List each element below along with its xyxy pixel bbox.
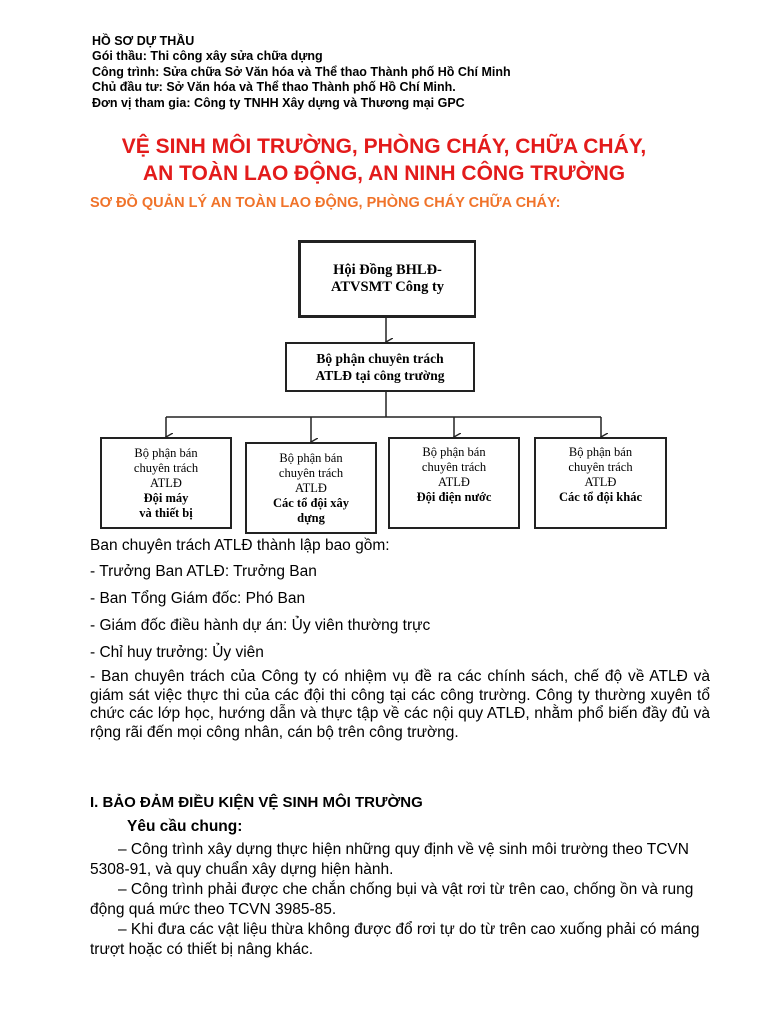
main-title-line2: AN TOÀN LAO ĐỘNG, AN NINH CÔNG TRƯỜNG: [142, 162, 626, 185]
org-box-line: ATLĐ: [150, 475, 182, 490]
member-item: - Ban Tổng Giám đốc: Phó Ban: [90, 590, 306, 607]
org-box-machinery-team: [100, 437, 232, 529]
org-box-line: Các tổ đội xây: [272, 495, 350, 510]
main-title-line1: VỆ SINH MÔI TRƯỜNG, PHÒNG CHÁY, CHỮA CHÁY,: [121, 135, 647, 158]
diagram-title: SƠ ĐỒ QUẢN LÝ AN TOÀN LAO ĐỘNG, PHÒNG CHÁY CHỮA CHÁY:: [90, 195, 561, 211]
section-subheading: Yêu cầu chung:: [127, 818, 243, 835]
org-box-line: chuyên trách: [421, 460, 487, 474]
org-box-line: Đội điện nước: [416, 490, 492, 504]
body-paragraph: - Ban chuyên trách của Công ty có nhiệm vụ đề ra các chính sách, chế độ về ATLĐ và giám sát việc thực thi của các đội thi công tại các công trường. Công ty thường xuyên tổ chức các lớp học, hướng dẫn và thực tập về các nội quy ATLĐ, nhằm phổ biến đầy đủ và rộng rãi đến mọi công nhân, cán bộ trên công trường.: [90, 668, 710, 741]
org-box-line: ATLĐ: [295, 480, 327, 495]
requirement-item: – Khi đưa các vật liệu thừa không được đổ rơi tự do từ trên cao xuống phải có máng trượt hoặc có thiết bị nâng khác.: [90, 921, 700, 958]
org-box-line: chuyên trách: [278, 465, 344, 480]
org-box-line: Bộ phận bán: [279, 450, 343, 465]
member-item: - Chỉ huy trưởng: Ủy viên: [90, 644, 264, 661]
org-box-site-unit-line2: ATLĐ tại công trường: [315, 368, 445, 383]
main-title: [0, 133, 768, 187]
header-investor: Chủ đầu tư: Sở Văn hóa và Thể thao Thành phố Hồ Chí Minh.: [92, 80, 456, 95]
org-box-line: ATLĐ: [584, 475, 617, 489]
header-contractor: Đơn vị tham gia: Công ty TNHH Xây dựng và Thương mại GPC: [92, 95, 465, 110]
body-intro: Ban chuyên trách ATLĐ thành lập bao gồm:: [90, 537, 390, 554]
member-item: - Giám đốc điều hành dự án: Ủy viên thường trực: [90, 617, 431, 634]
header-title: HỒ SƠ DỰ THẦU: [92, 34, 195, 48]
org-box-line: và thiết bị: [139, 505, 193, 520]
org-box-line: dựng: [297, 510, 325, 525]
org-box-line: ATLĐ: [438, 475, 470, 489]
org-box-other-teams: [534, 437, 667, 529]
org-box-site-unit-line1: Bộ phận chuyên trách: [316, 351, 444, 366]
header-project: Công trình: Sửa chữa Sở Văn hóa và Thể thao Thành phố Hồ Chí Minh: [92, 64, 511, 79]
org-box-council-line2: ATVSMT Công ty: [330, 279, 445, 295]
org-box-council: [298, 240, 476, 318]
org-box-line: chuyên trách: [133, 460, 199, 475]
requirement-item: – Công trình xây dựng thực hiện những quy định về vệ sinh môi trường theo TCVN 5308-91, và quy chuẩn xây dựng hiện hành.: [90, 841, 689, 878]
org-box-electrical-team: [388, 437, 520, 529]
org-box-council-line1: Hội Đồng BHLĐ-: [333, 262, 442, 278]
section-heading: I. BẢO ĐẢM ĐIỀU KIỆN VỆ SINH MÔI TRƯỜNG: [90, 794, 423, 811]
org-box-site-unit: [285, 342, 475, 392]
org-box-line: Bộ phận bán: [422, 445, 486, 459]
org-box-construction-teams: [245, 442, 377, 534]
org-box-line: Đội máy: [143, 490, 189, 505]
member-item: - Trưởng Ban ATLĐ: Trưởng Ban: [90, 563, 317, 580]
document-header: [92, 34, 511, 111]
org-box-line: Bộ phận bán: [134, 445, 198, 460]
requirement-item: – Công trình phải được che chắn chống bụi và vật rơi từ trên cao, chống ồn và rung động quá mức theo TCVN 3985-85.: [90, 881, 694, 918]
org-box-line: chuyên trách: [568, 460, 633, 474]
header-package: Gói thầu: Thi công xây sửa chữa dựng: [92, 49, 323, 64]
org-box-line: Các tổ đội khác: [559, 490, 642, 504]
org-box-line: Bộ phận bán: [568, 445, 633, 459]
